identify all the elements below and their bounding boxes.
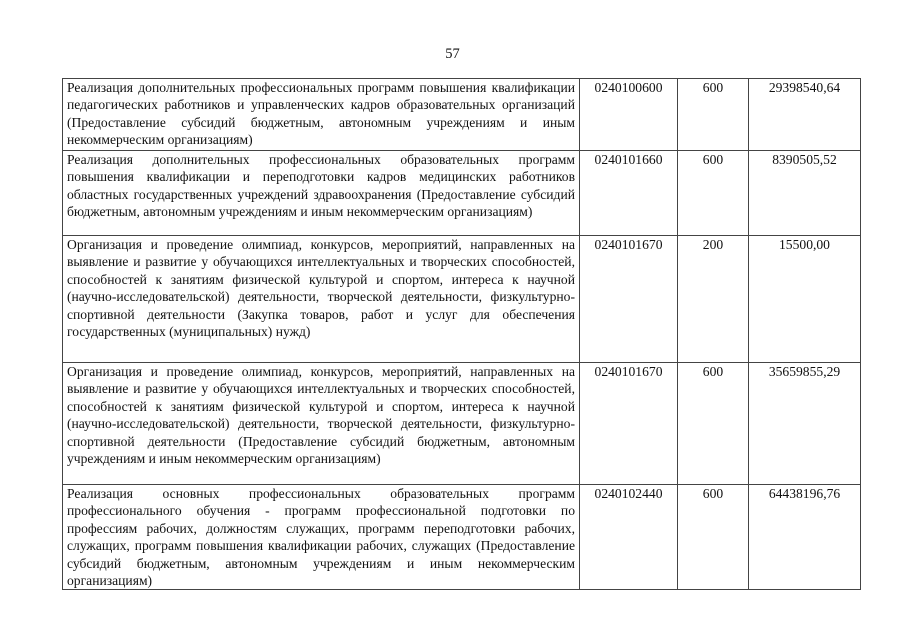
target-code: 0240102440 xyxy=(580,485,678,590)
expense-type: 600 xyxy=(678,79,749,151)
table-row xyxy=(63,151,861,236)
row-description: Реализация основных профессиональных образовательных программ профессионального обучения - программ профессиональной подготовки по профессиям рабочих, должностям служащих, программ переподготовки рабочих, служащих, программ повышения квалификации рабочих, служащих (Предоставление субсидий бюджетным, автономным учреждениям и иным некоммерческим организациям) xyxy=(63,485,580,590)
target-code: 0240101670 xyxy=(580,236,678,363)
target-code: 0240100600 xyxy=(580,79,678,151)
table-row xyxy=(63,363,861,485)
amount: 8390505,52 xyxy=(749,151,861,236)
budget-table xyxy=(62,78,861,590)
amount: 15500,00 xyxy=(749,236,861,363)
expense-type: 600 xyxy=(678,151,749,236)
page-number: 57 xyxy=(445,46,460,62)
target-code: 0240101670 xyxy=(580,363,678,485)
expense-type: 600 xyxy=(678,363,749,485)
expense-type: 200 xyxy=(678,236,749,363)
amount: 64438196,76 xyxy=(749,485,861,590)
table-row xyxy=(63,236,861,363)
amount: 29398540,64 xyxy=(749,79,861,151)
expense-type: 600 xyxy=(678,485,749,590)
table-row xyxy=(63,485,861,590)
target-code: 0240101660 xyxy=(580,151,678,236)
row-description: Организация и проведение олимпиад, конкурсов, мероприятий, направленных на выявление и развитие у обучающихся интеллектуальных и творческих способностей, способностей к занятиям физической культурой и спортом, интереса к научной (научно-исследовательской) деятельности, творческой деятельности, физкультурно-спортивной деятельности (Предоставление субсидий бюджетным, автономным учреждениям и иным некоммерческим организациям) xyxy=(63,363,580,485)
table-row xyxy=(63,79,861,151)
row-description: Реализация дополнительных профессиональных образовательных программ повышения квалификации и переподготовки кадров медицинских работников областных государственных учреждений здравоохранения (Предоставление субсидий бюджетным, автономным учреждениям и иным некоммерческим организациям) xyxy=(63,151,580,236)
row-description: Реализация дополнительных профессиональных программ повышения квалификации педагогических работников и управленческих кадров образовательных организаций (Предоставление субсидий бюджетным, автономным учреждениям и иным некоммерческим организациям) xyxy=(63,79,580,151)
amount: 35659855,29 xyxy=(749,363,861,485)
row-description: Организация и проведение олимпиад, конкурсов, мероприятий, направленных на выявление и развитие у обучающихся интеллектуальных и творческих способностей, способностей к занятиям физической культурой и спортом, интереса к научной (научно-исследовательской) деятельности, творческой деятельности, физкультурно-спортивной деятельности (Закупка товаров, работ и услуг для обеспечения государственных (муниципальных) нужд) xyxy=(63,236,580,363)
